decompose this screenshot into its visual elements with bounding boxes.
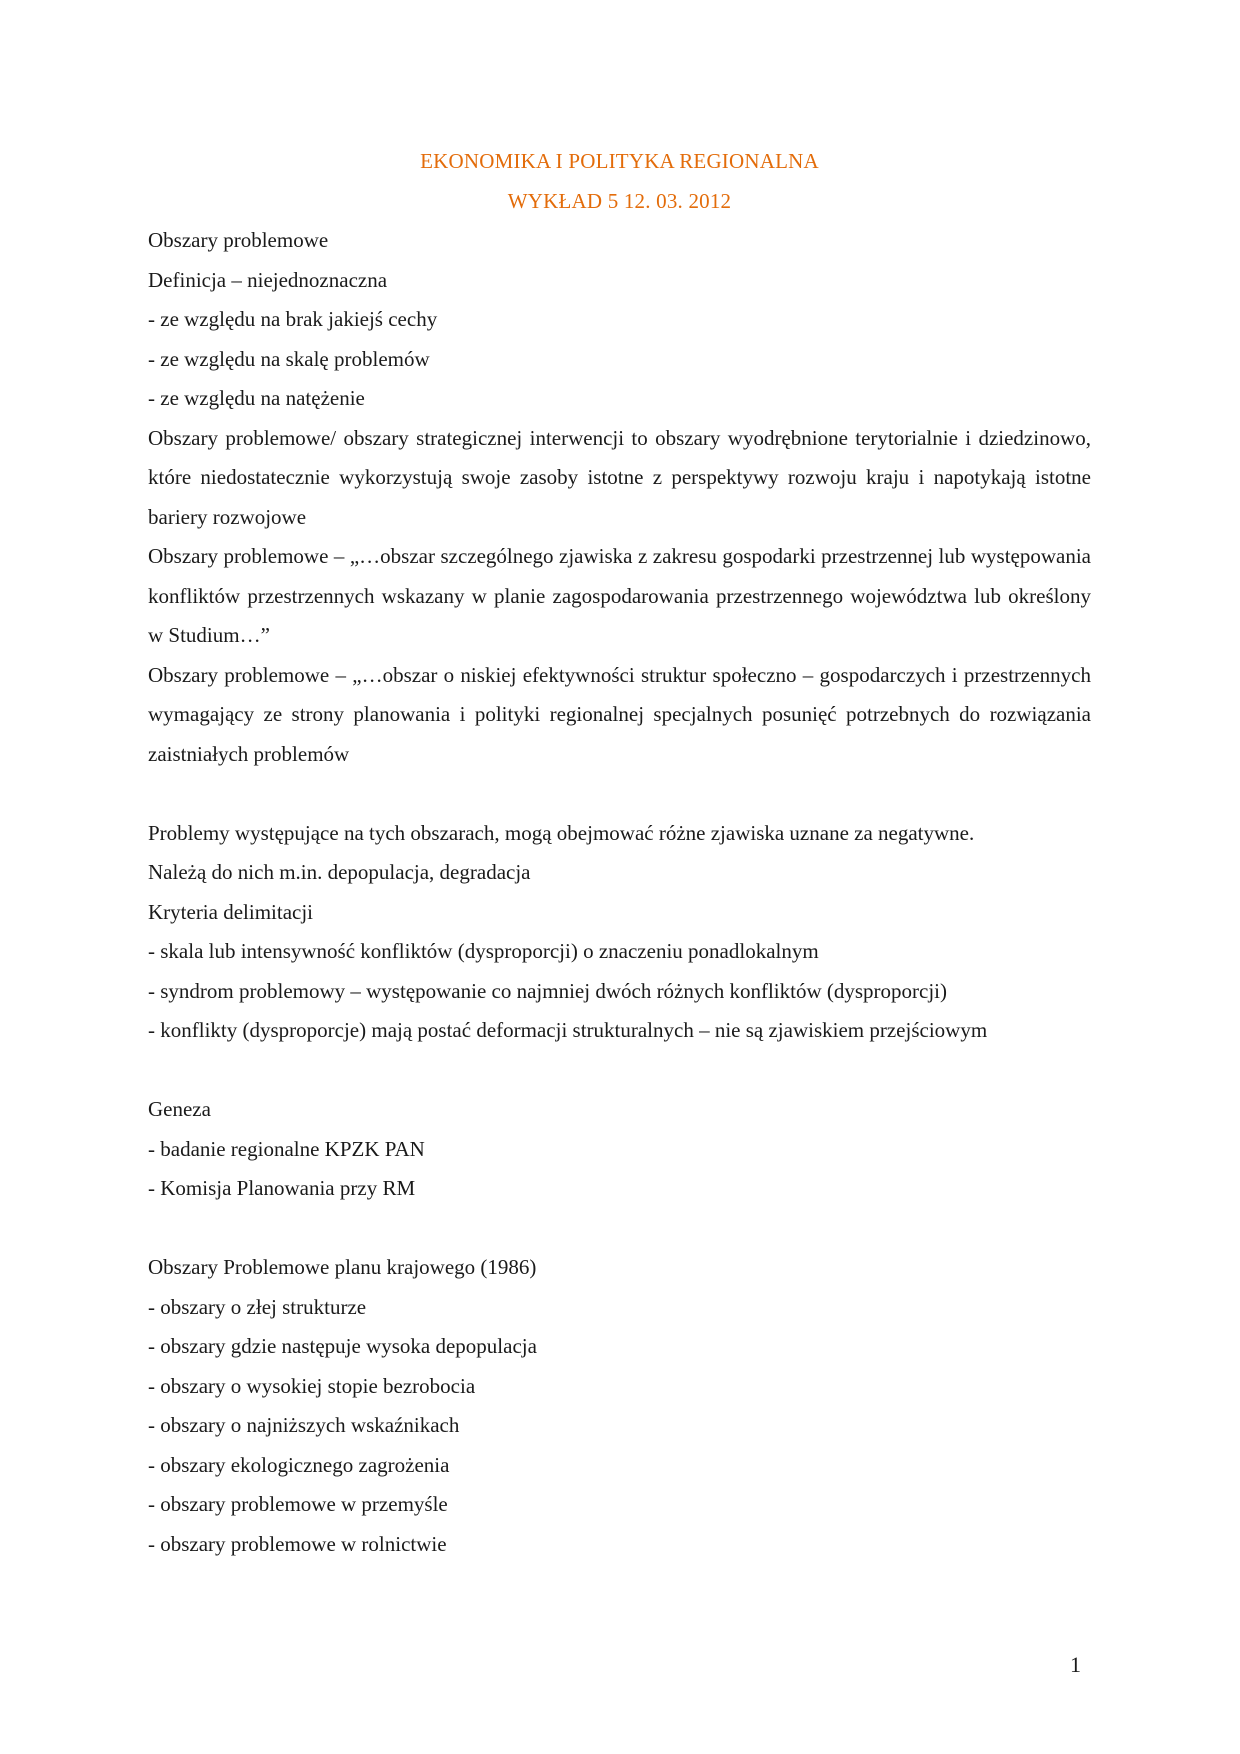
paragraph-definition-2: Obszary problemowe – „…obszar szczególnego zjawiska z zakresu gospodarki przestrzennej lub występowania konfliktów przestrzennych wskazany w planie zagospodarowania przestrzennego województwa lub określony w Studium…” <box>148 544 1091 647</box>
paragraph-definition-3: Obszary problemowe – „…obszar o niskiej efektywności struktur społeczno – gospodarczych i przestrzennych wymagający ze strony planowania i polityki regionalnej specjalnych posunięć potrzebnych do rozwiązania zaistniałych problemów <box>148 662 1091 766</box>
geneza-heading: Geneza <box>148 1097 211 1121</box>
paragraph-definition-1: Obszary problemowe/ obszary strategicznej interwencji to obszary wyodrębnione terytorialnie i dziedzinowo, które niedostatecznie wykorzystują swoje zasoby istotne z perspektywy rozwoju kraju i napotykają istotne bariery rozwojowe <box>148 425 1091 529</box>
criteria-item: - skala lub intensywność konfliktów (dysproporcji) o znaczeniu ponadlokalnym <box>148 939 819 963</box>
criteria-heading: Kryteria delimitacji <box>148 899 314 924</box>
section-heading-obszary: Obszary problemowe <box>148 228 329 252</box>
plan-heading: Obszary Problemowe planu krajowego (1986) <box>148 1255 537 1279</box>
examples-line: Należą do nich m.in. depopulacja, degradacja <box>148 860 531 884</box>
spacer <box>148 774 1091 814</box>
spacer <box>148 1209 1091 1249</box>
document-page <box>148 142 1091 1564</box>
page-number: 1 <box>1070 1652 1081 1677</box>
document-title: EKONOMIKA I POLITYKA REGIONALNA <box>420 149 819 173</box>
criteria-item: - konflikty (dysproporcje) mają postać deformacji strukturalnych – nie są zjawiskiem przejściowym <box>148 1018 988 1042</box>
plan-item: - obszary o najniższych wskaźnikach <box>148 1413 460 1437</box>
list-item: - ze względu na brak jakiejś cechy <box>148 307 438 331</box>
geneza-item: - Komisja Planowania przy RM <box>148 1176 416 1200</box>
plan-item: - obszary problemowe w rolnictwie <box>148 1531 447 1556</box>
list-item: - ze względu na natężenie <box>148 386 365 410</box>
plan-item: - obszary ekologicznego zagrożenia <box>148 1452 450 1477</box>
plan-item: - obszary o wysokiej stopie bezrobocia <box>148 1373 476 1398</box>
criteria-item: - syndrom problemowy – występowanie co najmniej dwóch różnych konfliktów (dysproporcji) <box>148 978 947 1003</box>
geneza-item: - badanie regionalne KPZK PAN <box>148 1136 425 1161</box>
definition-line: Definicja – niejednoznaczna <box>148 267 388 292</box>
plan-item: - obszary problemowe w przemyśle <box>148 1492 448 1516</box>
document-subtitle: WYKŁAD 5 12. 03. 2012 <box>507 188 732 213</box>
plan-item: - obszary gdzie następuje wysoka depopulacja <box>148 1334 537 1358</box>
list-item: - ze względu na skalę problemów <box>148 346 430 371</box>
spacer <box>148 1051 1091 1091</box>
plan-item: - obszary o złej strukturze <box>148 1294 367 1319</box>
problems-line: Problemy występujące na tych obszarach, mogą obejmować różne zjawiska uznane za negatywne. <box>148 820 975 845</box>
